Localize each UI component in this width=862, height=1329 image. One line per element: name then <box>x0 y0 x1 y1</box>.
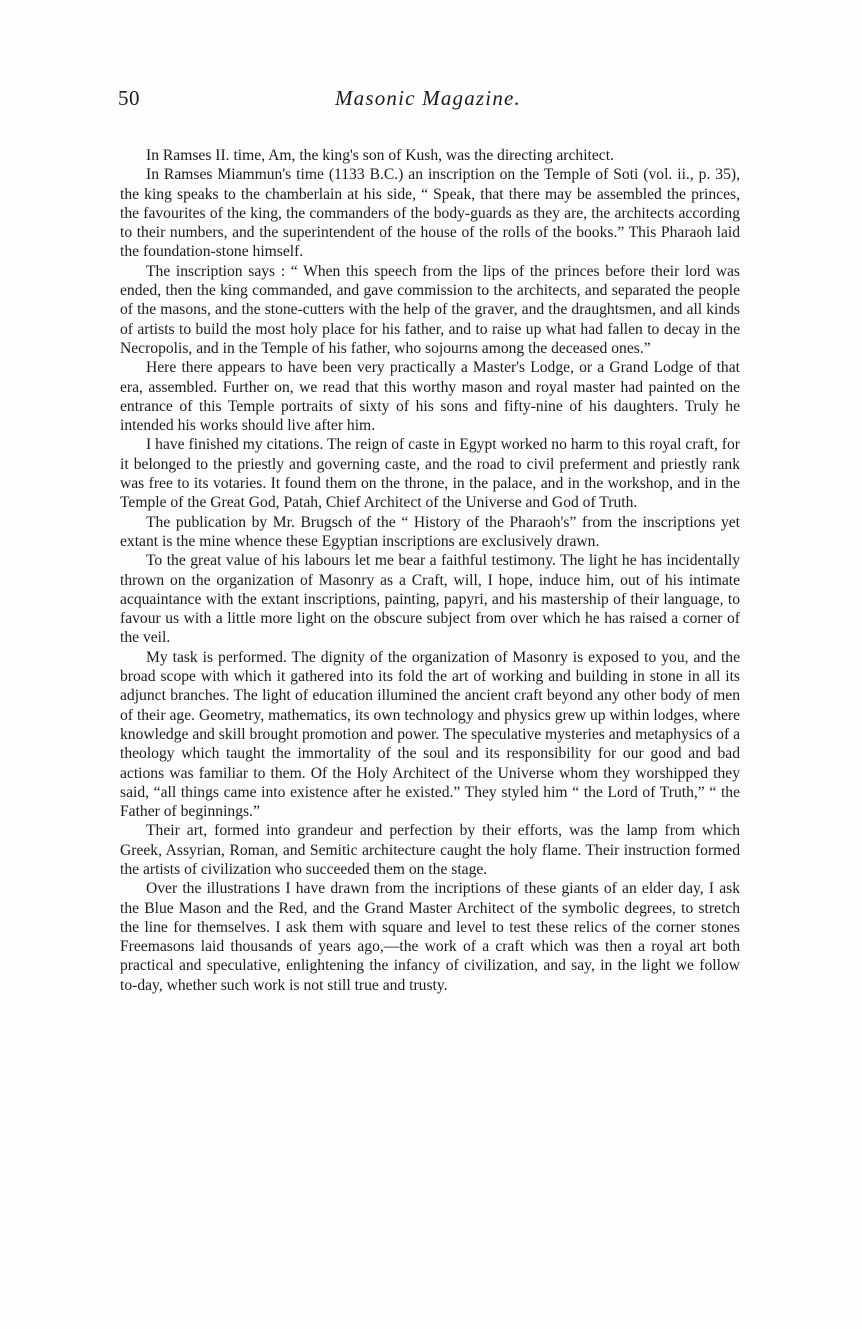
paragraph: The inscription says : “ When this speech from the lips of the princes before their lord was ended, then the king commanded, and gave commission to the architects, and separated the people of the masons, and the stone-cutters with the help of the graver, and the draughtsmen, and all kinds of artists to build the most holy place for his father, and to raise up what had fallen to decay in the Necropolis, and in the Temple of his father, who sojourns among the deceased ones.” <box>120 262 740 357</box>
paragraph: I have finished my citations. The reign of caste in Egypt worked no harm to this royal craft, for it belonged to the priestly and governing caste, and the road to civil preferment and priestly rank was free to its votaries. It found them on the throne, in the palace, and in the workshop, and in the Temple of the Great God, Patah, Chief Architect of the Universe and God of Truth. <box>120 436 740 512</box>
paragraph: Their art, formed into grandeur and perfection by their efforts, was the lamp from which Greek, Assyrian, Roman, and Semitic architecture caught the holy flame. Their instruction formed the artists of civilization who succeeded them on the stage. <box>120 822 740 878</box>
paragraph: In Ramses II. time, Am, the king's son of Kush, was the directing architect. <box>146 147 614 164</box>
paragraph: To the great value of his labours let me bear a faithful testimony. The light he has incidentally thrown on the organization of Masonry as a Craft, will, I hope, induce him, out of his intimate acquaintance with the extant inscriptions, painting, papyri, and his mastership of their language, to favour us with a little more light on the obscure subject from over which he has raised a corner of the veil. <box>120 552 740 647</box>
page-number: 50 <box>118 86 140 110</box>
paragraph: Here there appears to have been very practically a Master's Lodge, or a Grand Lodge of that era, assembled. Further on, we read that this worthy mason and royal master had painted on the entrance of this Temple portraits of sixty of his sons and fifty-nine of his daughters. Truly he intended his works should live after him. <box>120 359 740 435</box>
paragraph: My task is performed. The dignity of the organization of Masonry is exposed to you, and the broad scope with which it gathered into its fold the art of working and building in stone in all its adjunct branches. The light of education illumined the ancient craft beyond any other body of men of their age. Geometry, mathematics, its own technology and physics grew up within lodges, where knowledge and skill brought promotion and power. The speculative mysteries and metaphysics of a theology which taught the immortality of the soul and its responsibility for our good and bad actions was familiar to them. Of the Holy Architect of the Universe whom they worshipped they said, “all things came into existence after he existed.” They styled him “ the Lord of Truth,” “ the Father of beginnings.” <box>120 648 740 821</box>
running-title: Masonic Magazine. <box>334 86 522 110</box>
article-body <box>120 146 740 995</box>
paragraph: In Ramses Miammun's time (1133 B.C.) an inscription on the Temple of Soti (vol. ii., p. 35), the king speaks to the chamberlain at his side, “ Speak, that there may be assembled the princes, the favourites of the king, the commanders of the body-guards as they are, the architects according to their numbers, and the superintendent of the house of the rolls of the books.” This Pharaoh laid the foundation-stone himself. <box>120 166 740 261</box>
paragraph: Over the illustrations I have drawn from the incriptions of these giants of an elder day, I ask the Blue Mason and the Red, and the Grand Master Architect of the symbolic degrees, to stretch the line for themselves. I ask them with square and level to test these relics of the corner stones Freemasons laid thousands of years ago,—the work of a craft which was then a royal art both practical and speculative, enlightening the infancy of civilization, and say, in the light we follow to-day, whether such work is not still true and trusty. <box>120 880 740 994</box>
paragraph: The publication by Mr. Brugsch of the “ History of the Pharaoh's” from the inscriptions yet extant is the mine whence these Egyptian inscriptions are exclusively drawn. <box>120 513 740 550</box>
page-header <box>118 86 738 120</box>
